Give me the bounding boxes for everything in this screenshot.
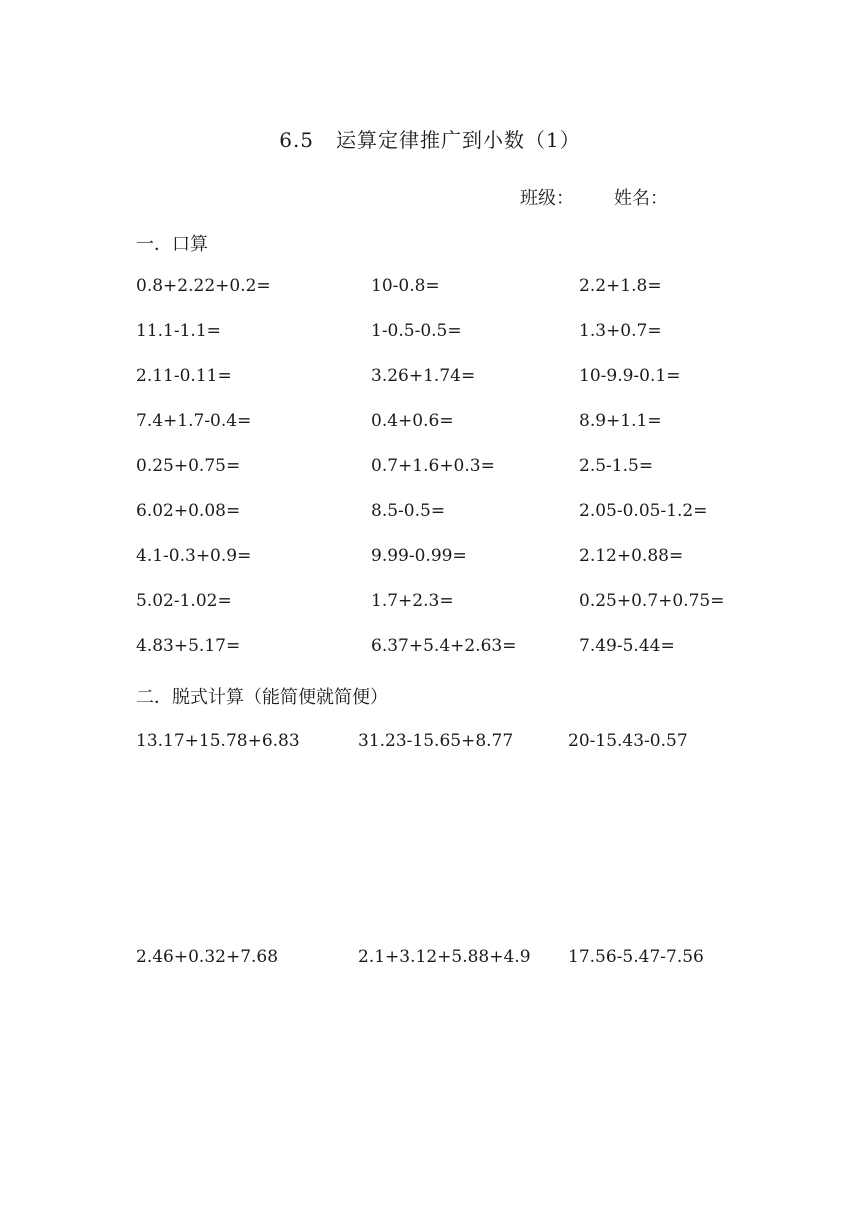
oral-row — [136, 636, 736, 681]
oral-problem: 2.12+0.88= — [579, 546, 684, 566]
oral-problem: 5.02-1.02= — [136, 591, 232, 611]
oral-problem: 8.9+1.1= — [579, 411, 662, 431]
stepwise-problem: 2.46+0.32+7.68 — [136, 947, 279, 967]
oral-row — [136, 321, 736, 366]
oral-problem: 11.1-1.1= — [136, 321, 221, 341]
oral-row — [136, 456, 736, 501]
oral-row — [136, 411, 736, 456]
oral-problem: 3.26+1.74= — [371, 366, 476, 386]
oral-problem: 6.02+0.08= — [136, 501, 241, 521]
oral-problem: 4.83+5.17= — [136, 636, 241, 656]
oral-row — [136, 276, 736, 321]
oral-problem: 7.4+1.7-0.4= — [136, 411, 252, 431]
oral-row — [136, 591, 736, 636]
oral-problem: 2.5-1.5= — [579, 456, 654, 476]
oral-problem: 1.3+0.7= — [579, 321, 662, 341]
oral-row — [136, 546, 736, 591]
lesson-number: 6.5 — [279, 128, 315, 152]
section-oral-heading: 一．口算 — [136, 234, 208, 255]
oral-problem: 2.05-0.05-1.2= — [579, 501, 708, 521]
oral-problem: 1-0.5-0.5= — [371, 321, 462, 341]
stepwise-problem: 20-15.43-0.57 — [568, 731, 688, 751]
oral-problem: 0.25+0.7+0.75= — [579, 591, 725, 611]
oral-problem: 0.8+2.22+0.2= — [136, 276, 271, 296]
class-label: 班级： — [520, 188, 574, 209]
oral-problem: 0.4+0.6= — [371, 411, 454, 431]
stepwise-problem: 2.1+3.12+5.88+4.9 — [358, 947, 531, 967]
oral-problem: 10-0.8= — [371, 276, 440, 296]
oral-problem: 1.7+2.3= — [371, 591, 454, 611]
stepwise-problem: 13.17+15.78+6.83 — [136, 731, 300, 751]
stepwise-problem: 17.56-5.47-7.56 — [568, 947, 704, 967]
oral-problem: 0.7+1.6+0.3= — [371, 456, 495, 476]
name-label: 姓名： — [614, 188, 668, 209]
oral-row — [136, 501, 736, 546]
oral-problem: 8.5-0.5= — [371, 501, 446, 521]
page-title — [0, 124, 860, 153]
oral-problem: 4.1-0.3+0.9= — [136, 546, 252, 566]
oral-problem: 10-9.9-0.1= — [579, 366, 681, 386]
stepwise-problem: 31.23-15.65+8.77 — [358, 731, 514, 751]
oral-problem: 0.25+0.75= — [136, 456, 241, 476]
oral-problem: 2.11-0.11= — [136, 366, 232, 386]
oral-problem: 7.49-5.44= — [579, 636, 675, 656]
section-stepwise-heading: 二．脱式计算（能简便就简便） — [136, 687, 388, 708]
oral-calculation-grid — [136, 276, 736, 681]
oral-row — [136, 366, 736, 411]
oral-problem: 9.99-0.99= — [371, 546, 467, 566]
student-info — [520, 184, 668, 210]
lesson-title: 运算定律推广到小数（1） — [336, 128, 581, 152]
oral-problem: 2.2+1.8= — [579, 276, 662, 296]
oral-problem: 6.37+5.4+2.63= — [371, 636, 517, 656]
